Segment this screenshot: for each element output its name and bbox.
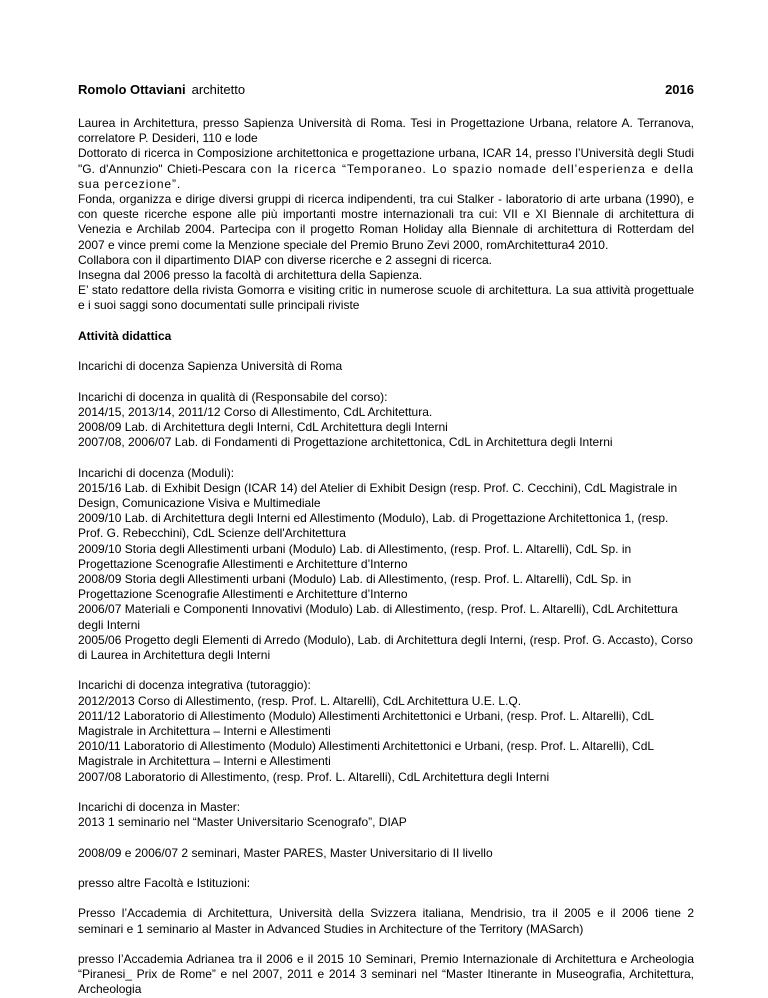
list-item: 2005/06 Progetto degli Elementi di Arredo (Modulo), Lab. di Architettura degli Interni, (resp. Prof. G. Accasto), Corso di Laurea in Architettura degli Interni xyxy=(78,632,693,663)
list-item: 2007/08 Laboratorio di Allestimento, (resp. Prof. L. Altarelli), CdL Architettura degli Interni xyxy=(78,769,550,784)
bio-paragraph: Insegna dal 2006 presso la facoltà di architettura della Sapienza. xyxy=(78,268,423,283)
author-role: architetto xyxy=(191,82,246,97)
section-intro: Incarichi di docenza Sapienza Università di Roma xyxy=(78,359,343,374)
subsection-heading: Incarichi di docenza in qualità di (Responsabile del corso): xyxy=(78,389,388,404)
list-item: 2013 1 seminario nel “Master Universitario Scenografo”, DIAP xyxy=(78,815,407,830)
institution-paragraph: Presso l’Accademia di Architettura, Università della Svizzera italiana, Mendrisio, tra il 2005 e il 2006 tiene 2 seminari e 1 seminario al Master in Advanced Studies in Architecture of the Territory (MASarch) xyxy=(78,906,694,936)
bio-paragraph: Laurea in Architettura, presso Sapienza Università di Roma. Tesi in Progettazione Urbana, relatore A. Terranova, correlatore P. Desideri, 110 e lode xyxy=(78,116,694,146)
bio-paragraph: Collabora con il dipartimento DIAP con diverse ricerche e 2 assegni di ricerca. xyxy=(78,252,492,267)
list-item: 2011/12 Laboratorio di Allestimento (Modulo) Allestimenti Architettonici e Urbani, (resp. Prof. L. Altarelli), CdL Magistrale in Architettura – Interni e Allestimenti xyxy=(78,708,654,739)
subsection-heading: Incarichi di docenza in Master: xyxy=(78,800,241,815)
list-item: 2008/09 Lab. di Architettura degli Interni, CdL Architettura degli Interni xyxy=(78,420,448,435)
list-item: 2010/11 Laboratorio di Allestimento (Modulo) Allestimenti Architettonici e Urbani, (resp. Prof. L. Altarelli), CdL Magistrale in Architettura – Interni e Allestimenti xyxy=(78,739,654,769)
bio-text-spaced: con la ricerca “Temporaneo. Lo spazio nomade dell’esperienza e della sua percezione”. xyxy=(78,161,694,191)
section-title: Attività didattica xyxy=(78,328,172,343)
list-item: 2009/10 Lab. di Architettura degli Interni ed Allestimento (Modulo), Lab. di Progettazione Architettonica 1, (resp. Prof. G. Rebecchini), CdL Scienze dell'Architettura xyxy=(78,511,669,541)
list-item: 2015/16 Lab. di Exhibit Design (ICAR 14) del Atelier di Exhibit Design (resp. Prof. C. Cecchini), CdL Magistrale in Design, Comunicazione Visiva e Multimediale xyxy=(78,480,678,511)
list-item: 2008/09 e 2006/07 2 seminari, Master PARES, Master Universitario di II livello xyxy=(78,845,493,860)
document-body xyxy=(78,116,694,998)
subsection-heading: Incarichi di docenza (Moduli): xyxy=(78,465,235,480)
list-item: 2007/08, 2006/07 Lab. di Fondamenti di Progettazione architettonica, CdL in Architettura degli Interni xyxy=(78,435,613,450)
list-item: 2008/09 Storia degli Allestimenti urbani (Modulo) Lab. di Allestimento, (resp. Prof. L. Altarelli), CdL Sp. in Progettazione Scenografie Allestimenti e Architetture d’Interno xyxy=(78,572,632,602)
bio-text: Dottorato di ricerca in Composizione architettonica e progettazione urbana, ICAR 14, presso l’Università degli Studi "G. d'Annunzio" Chieti-Pescara xyxy=(78,146,694,176)
list-item: 2009/10 Storia degli Allestimenti urbani (Modulo) Lab. di Allestimento, (resp. Prof. L. Altarelli), CdL Sp. in Progettazione Scenografie Allestimenti e Architetture d’Interno xyxy=(78,541,632,571)
document-header xyxy=(78,81,694,99)
author-name: Romolo Ottaviani xyxy=(78,82,186,97)
list-item: 2006/07 Materiali e Componenti Innovativi (Modulo) Lab. di Allestimento, (resp. Prof. L. Altarelli), CdL Architettura degli Interni xyxy=(78,602,678,632)
subsection-heading: Incarichi di docenza integrativa (tutoraggio): xyxy=(78,678,311,693)
bio-paragraph: E’ stato redattore della rivista Gomorra e visiting critic in numerose scuole di architettura. La sua attività progettuale e i suoi saggi sono documentati sulle principali riviste xyxy=(78,283,694,313)
list-item: 2014/15, 2013/14, 2011/12 Corso di Allestimento, CdL Architettura. xyxy=(78,404,433,419)
institution-paragraph: presso l’Accademia Adrianea tra il 2006 e il 2015 10 Seminari, Premio Internazionale di Architettura e Archeologia “Piranesi_ Prix de Rome” e nel 2007, 2011 e 2014 3 seminari nel “Master Itinerante in Museografia, Architettura, Archeologia xyxy=(78,952,694,997)
document-year: 2016 xyxy=(665,82,694,97)
bio-paragraph: Fonda, organizza e dirige diversi gruppi di ricerca indipendenti, tra cui Stalker - laboratorio di arte urbana (1990), e con queste ricerche espone alle più importanti mostre internazionali tra cui: VII e XI Biennale di architettura di Venezia e Archilab 2004. Partecipa con il progetto Roman Holiday alla Biennale di architettura di Rotterdam del 2007 e vince premi come la Menzione speciale del Premio Bruno Zevi 2000, romArchitettura4 2010. xyxy=(78,192,694,252)
list-item: 2012/2013 Corso di Allestimento, (resp. Prof. L. Altarelli), CdL Architettura U.E. L.Q. xyxy=(78,693,522,708)
bio-paragraph xyxy=(78,146,694,192)
subsection-heading: presso altre Facoltà e Istituzioni: xyxy=(78,876,251,891)
